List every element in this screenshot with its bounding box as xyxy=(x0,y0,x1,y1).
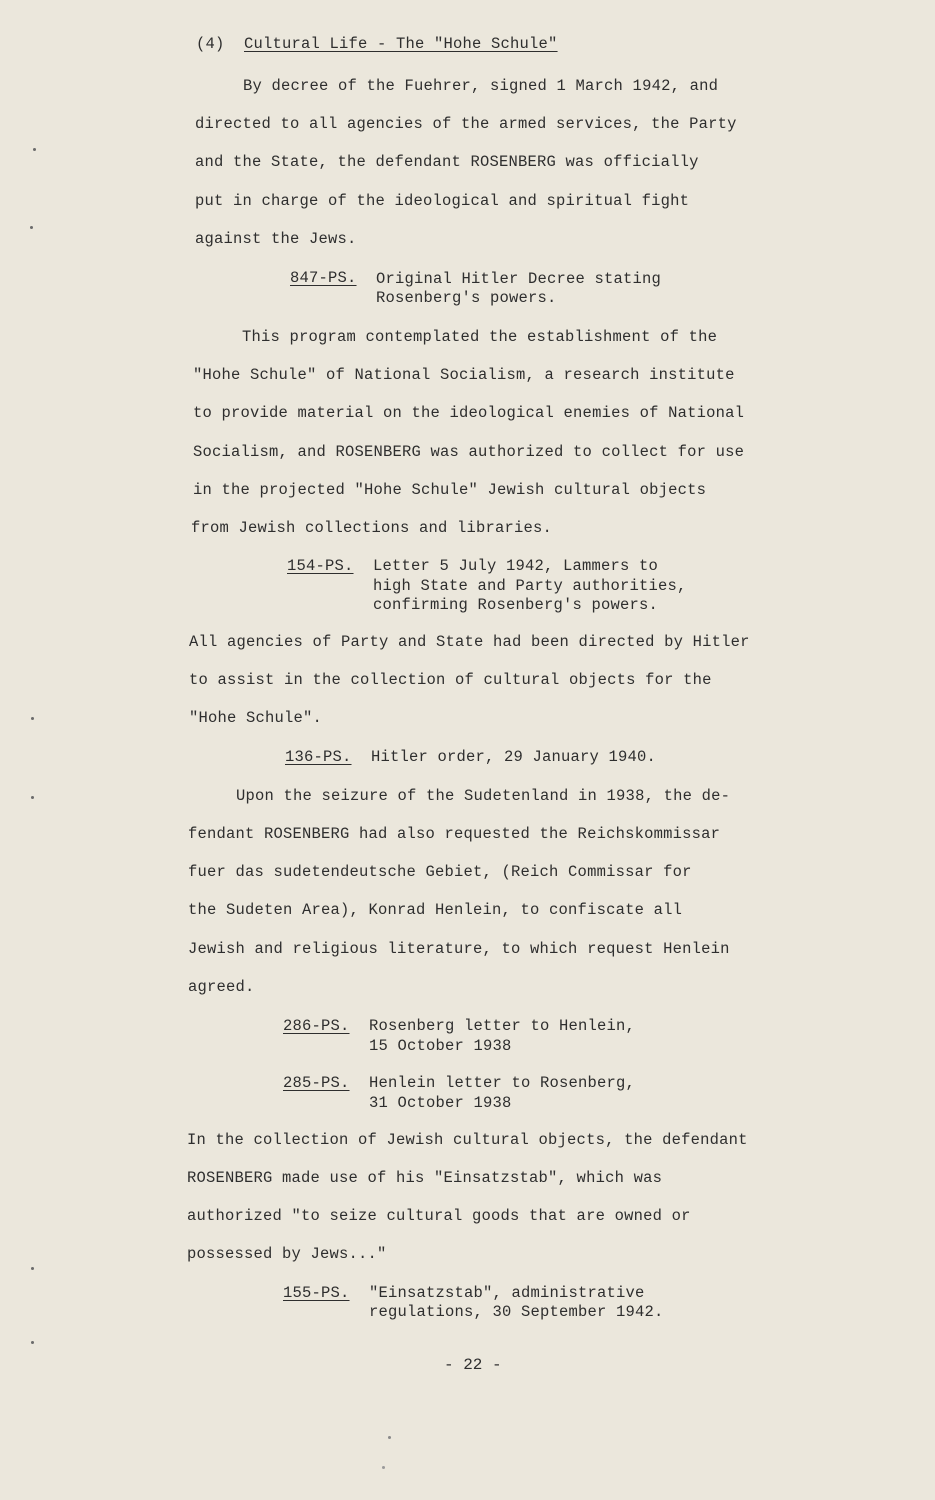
paragraph-line: Upon the seizure of the Sudetenland in 1938, the de- xyxy=(236,787,731,805)
margin-speck xyxy=(31,1341,34,1344)
citation-text: "Einsatzstab", administrative xyxy=(369,1284,645,1302)
citation-ref: 155-PS. xyxy=(283,1284,350,1302)
citation-text: high State and Party authorities, xyxy=(373,577,687,595)
section-title: Cultural Life - The "Hohe Schule" xyxy=(244,35,558,53)
margin-speck xyxy=(31,796,34,799)
paragraph-line: fendant ROSENBERG had also requested the Reichskommissar xyxy=(188,825,721,843)
margin-speck xyxy=(382,1466,385,1469)
citation-text: Rosenberg letter to Henlein, xyxy=(369,1017,636,1035)
citation-ref: 136-PS. xyxy=(285,748,352,766)
margin-speck xyxy=(33,148,36,151)
paragraph-line: put in charge of the ideological and spiritual fight xyxy=(195,192,690,210)
paragraph-line: In the collection of Jewish cultural objects, the defendant xyxy=(187,1131,748,1149)
paragraph-line: "Hohe Schule" of National Socialism, a research institute xyxy=(193,366,735,384)
citation-text: 31 October 1938 xyxy=(369,1094,512,1112)
citation-text: regulations, 30 September 1942. xyxy=(369,1303,664,1321)
paragraph-line: All agencies of Party and State had been directed by Hitler xyxy=(189,633,750,651)
margin-speck xyxy=(31,717,34,720)
citation-text: Henlein letter to Rosenberg, xyxy=(369,1074,636,1092)
citation-text: confirming Rosenberg's powers. xyxy=(373,596,659,614)
paragraph-line: to provide material on the ideological enemies of National xyxy=(193,404,745,422)
paragraph-line: agreed. xyxy=(188,978,255,996)
paragraph-line: to assist in the collection of cultural objects for the xyxy=(189,671,712,689)
paragraph-line: possessed by Jews..." xyxy=(187,1245,387,1263)
margin-speck xyxy=(30,226,33,229)
paragraph-line: ROSENBERG made use of his "Einsatzstab", which was xyxy=(187,1169,663,1187)
paragraph-line: This program contemplated the establishment of the xyxy=(242,328,718,346)
paragraph-line: and the State, the defendant ROSENBERG was officially xyxy=(195,153,699,171)
citation-ref: 847-PS. xyxy=(290,269,357,287)
citation-text: Hitler order, 29 January 1940. xyxy=(371,748,657,766)
page-number: - 22 - xyxy=(444,1356,502,1374)
paragraph-line: Socialism, and ROSENBERG was authorized to collect for use xyxy=(193,443,745,461)
paragraph-line: authorized "to seize cultural goods that are owned or xyxy=(187,1207,691,1225)
paragraph-line: Jewish and religious literature, to which request Henlein xyxy=(188,940,730,958)
paragraph-line: the Sudeten Area), Konrad Henlein, to confiscate all xyxy=(188,901,683,919)
paragraph-line: directed to all agencies of the armed services, the Party xyxy=(195,115,737,133)
citation-ref: 154-PS. xyxy=(287,557,354,575)
margin-speck xyxy=(31,1267,34,1270)
paragraph-line: "Hohe Schule". xyxy=(189,709,323,727)
citation-text: Original Hitler Decree stating xyxy=(376,270,662,288)
citation-ref: 286-PS. xyxy=(283,1017,350,1035)
citation-text: Rosenberg's powers. xyxy=(376,289,557,307)
citation-text: 15 October 1938 xyxy=(369,1037,512,1055)
margin-speck xyxy=(388,1436,391,1439)
section-number: (4) xyxy=(196,35,225,53)
paragraph-line: in the projected "Hohe Schule" Jewish cultural objects xyxy=(193,481,707,499)
paragraph-line: By decree of the Fuehrer, signed 1 March 1942, and xyxy=(243,77,719,95)
citation-ref: 285-PS. xyxy=(283,1074,350,1092)
paragraph-line: fuer das sudetendeutsche Gebiet, (Reich Commissar for xyxy=(188,863,692,881)
paragraph-line: from Jewish collections and libraries. xyxy=(191,519,553,537)
citation-text: Letter 5 July 1942, Lammers to xyxy=(373,557,659,575)
paragraph-line: against the Jews. xyxy=(195,230,357,248)
